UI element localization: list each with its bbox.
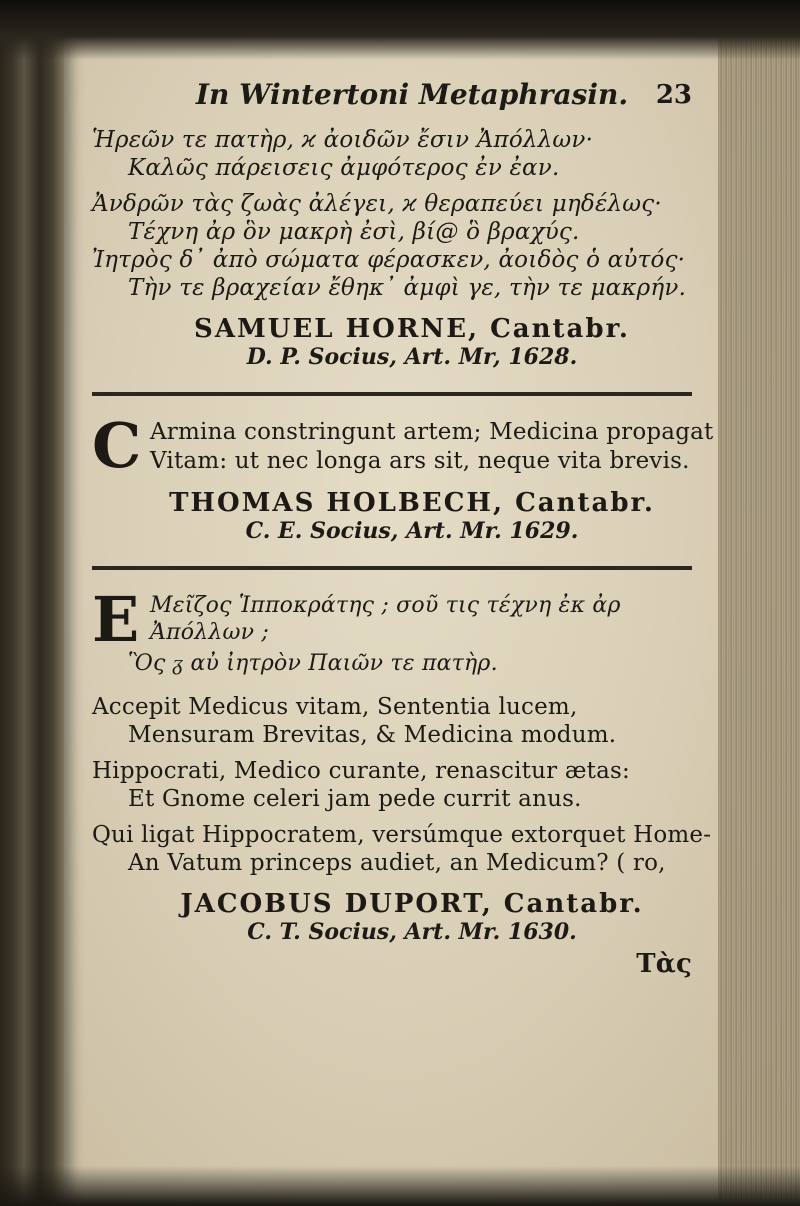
drop-capital: E: [92, 583, 140, 656]
page-number: 23: [655, 80, 692, 110]
author-affiliation: C. E. Socius, Art. Mr. 1629.: [245, 518, 579, 544]
verse-line: Τέχνη ἀρ ὃν μακρὴ ἐσὶ, βί@ ὃ βραχύς.: [128, 219, 580, 245]
running-head: [92, 78, 732, 118]
verse-line: An Vatum princeps audiet, an Medicum? ( ro,: [128, 850, 666, 876]
author-affiliation: D. P. Socius, Art. Mr, 1628.: [246, 344, 578, 370]
catchword: Τὰς: [636, 949, 692, 979]
verse-line: Ἰητρὸς δ᾽ ἀπὸ σώματα φέρασκεν, ἀοιδὸς ὁ αὐτός·: [92, 247, 686, 273]
top-shadow: [0, 0, 800, 60]
bottom-shadow: [0, 1166, 800, 1206]
author-signature: THOMAS HOLBECH, Cantabr.: [169, 488, 655, 518]
verse-line: Vitam: ut nec longa ars sit, neque vita brevis.: [150, 448, 690, 474]
poem-greek-2: [92, 583, 732, 677]
author-signature: SAMUEL HORNE, Cantabr.: [194, 314, 630, 344]
verse-line: Ἀνδρῶν τὰς ζωὰς ἀλέγει, ϰ θεραπεύει μηδέλως·: [92, 191, 662, 217]
poem-latin-2: [92, 693, 732, 877]
verse-line: Μεῖζος Ἱπποκράτης ; σοῦ τις τέχνη ἐκ ἀρ: [150, 593, 621, 618]
section-divider: [92, 566, 692, 570]
poem-latin-1: [92, 409, 732, 482]
verse-line: Accepit Medicus vitam, Sententia lucem,: [92, 694, 578, 720]
page-text: [92, 78, 732, 978]
author-signature: JACOBUS DUPORT, Cantabr.: [180, 889, 644, 919]
author-affiliation: C. T. Socius, Art. Mr. 1630.: [247, 919, 577, 945]
verse-line: Ἡρεῶν τε πατὴρ, ϰ ἀοιδῶν ἔσιν Ἀπόλλων·: [92, 127, 594, 153]
verse-line: Armina constringunt artem; Medicina propagat: [150, 419, 714, 445]
verse-line: Mensuram Brevitas, & Medicina modum.: [128, 722, 617, 748]
verse-line: Qui ligat Hippocratem, versúmque extorquet Home-: [92, 822, 712, 848]
verse-line: Καλῶς πάρεισεις ἀμφότερος ἐν ἐαν.: [128, 155, 560, 181]
poem-greek-1: [92, 126, 732, 302]
verse-line: Τὴν τε βραχείαν ἔθηκ᾽ ἀμφὶ γε, τὴν τε μακρήν.: [128, 275, 687, 301]
verse-line: Hippocrati, Medico curante, renascitur ætas:: [92, 758, 630, 784]
drop-capital: C: [92, 409, 142, 482]
section-divider: [92, 392, 692, 396]
verse-line: Ἀπόλλων ;: [150, 620, 269, 645]
verse-line: Et Gnome celeri jam pede currit anus.: [128, 786, 582, 812]
running-title: In Wintertoni Metaphrasin.: [195, 78, 629, 111]
verse-line: Ὃς ᵹ αὐ ἰητρὸν Παιῶν τε πατὴρ.: [128, 651, 498, 676]
